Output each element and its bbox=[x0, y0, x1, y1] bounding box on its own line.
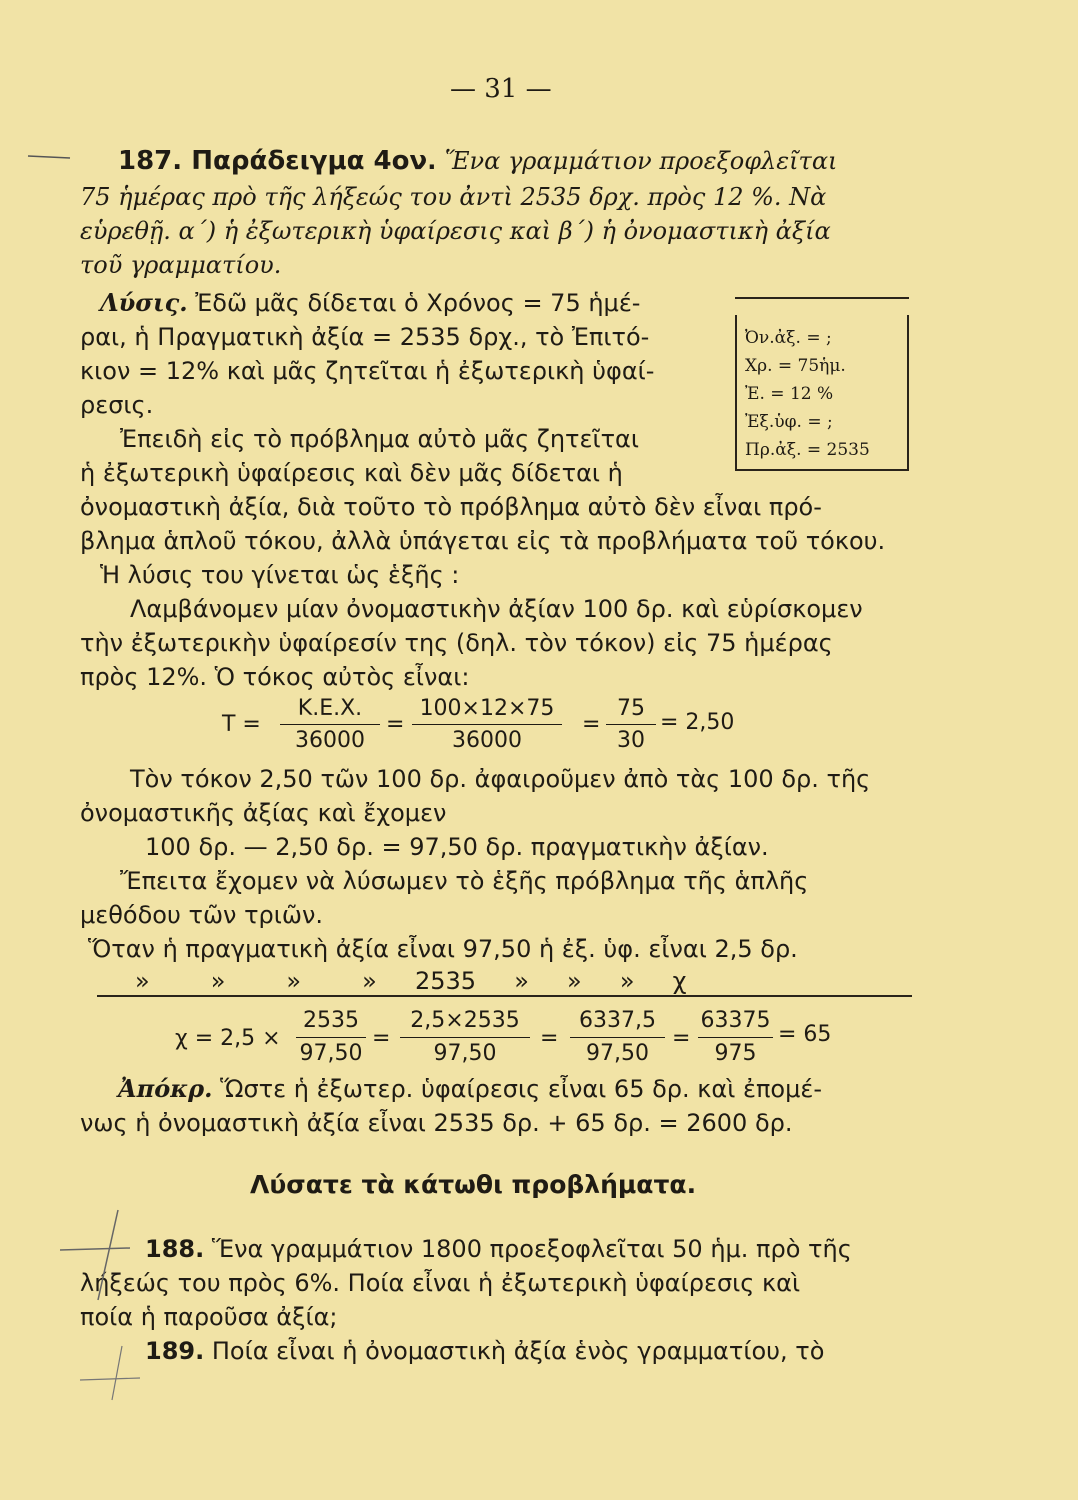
solution-line-2: ραι, ἡ Πραγματικὴ ἀξία = 2535 δρχ., τὸ Ἐπιτό- bbox=[80, 323, 650, 351]
f2-eq3: = bbox=[672, 1026, 691, 1051]
example-title: Παράδειγμα 4ον bbox=[191, 146, 428, 176]
f2-frac1-num: 2535 bbox=[303, 1008, 359, 1033]
after-line-6: Ὅταν ἡ πραγματικὴ ἀξία εἶναι 97,50 ἡ ἐξ. ὑφ. εἶναι 2,5 δρ. bbox=[88, 935, 798, 963]
f1-frac2-num: 100×12×75 bbox=[419, 696, 555, 721]
after-line-2: ὀνομαστικῆς ἀξίας καὶ ἔχομεν bbox=[80, 799, 447, 827]
answer-line-2: νως ἡ ὀνομαστικὴ ἀξία εἶναι 2535 δρ. + 65 δρ. = 2600 δρ. bbox=[80, 1109, 793, 1137]
box-row-rate: Ἐ. = 12 % bbox=[745, 384, 834, 404]
answer-text-1: Ὥστε ἡ ἐξωτερ. ὑφαίρεσις εἶναι 65 δρ. καὶ ἐπομέ- bbox=[220, 1075, 822, 1103]
after-line-7: » » » » 2535 » » » χ bbox=[135, 967, 687, 995]
f1-frac1-num: Κ.Ε.Χ. bbox=[297, 696, 363, 721]
solution-line-6: ἡ ἐξωτερικὴ ὑφαίρεσις καὶ δὲν μᾶς δίδεται ἡ bbox=[80, 459, 623, 487]
pencil-cross-v bbox=[98, 1210, 118, 1300]
solution-line-7: ὀνομαστικὴ ἀξία, διὰ τοῦτο τὸ πρόβλημα αὐτὸ δὲν εἶναι πρό- bbox=[80, 493, 822, 521]
solution-line-12: πρὸς 12%. Ὁ τόκος αὐτὸς εἶναι: bbox=[80, 663, 470, 691]
f2-frac4-num: 63375 bbox=[700, 1008, 771, 1033]
f2-frac3-num: 6337,5 bbox=[579, 1008, 656, 1033]
solution-line-5: Ἐπειδὴ εἰς τὸ πρόβλημα αὐτὸ μᾶς ζητεῖται bbox=[120, 425, 639, 453]
f2-frac4-den: 975 bbox=[714, 1041, 757, 1066]
box-row-time: Χρ. = 75ἡμ. bbox=[745, 356, 846, 376]
solution-line-3: κιον = 12% καὶ μᾶς ζητεῖται ἡ ἐξωτερικὴ ὑφαί- bbox=[80, 357, 655, 385]
f2-result: = 65 bbox=[778, 1022, 832, 1047]
solution-line-10: Λαμβάνομεν μίαν ὀνομαστικὴν ἀξίαν 100 δρ. καὶ εὑρίσκομεν bbox=[130, 595, 863, 623]
box-row-present: Πρ.ἀξ. = 2535 bbox=[745, 440, 870, 460]
problem-188-number: 188. bbox=[145, 1235, 205, 1263]
f2-frac3-den: 97,50 bbox=[586, 1041, 649, 1066]
pencil-cross2-h bbox=[80, 1378, 140, 1380]
example-statement-3: εὑρεθῇ. α΄) ἡ ἐξωτερικὴ ὑφαίρεσις καὶ β΄) ἡ ὀνομαστικὴ ἀξία bbox=[80, 217, 831, 245]
problem-189-text-1: Ποία εἶναι ἡ ὀνομαστικὴ ἀξία ἑνὸς γραμματίου, τὸ bbox=[211, 1337, 825, 1365]
solution-label: Λύσις. bbox=[100, 288, 188, 317]
after-line-3: 100 δρ. — 2,50 δρ. = 97,50 δρ. πραγματικὴν ἀξίαν. bbox=[145, 833, 769, 861]
f1-eq2: = bbox=[582, 712, 601, 737]
box-row-nominal: Ὀν.ἀξ. = ; bbox=[745, 328, 832, 348]
example-number: 187 bbox=[118, 146, 173, 176]
f2-frac2-num: 2,5×2535 bbox=[410, 1008, 520, 1033]
problem-188-line-3: ποία ἡ παροῦσα ἀξία; bbox=[80, 1303, 338, 1331]
f2-eq2: = bbox=[540, 1026, 559, 1051]
pencil-cross2-v bbox=[112, 1346, 122, 1400]
section-heading: Λύσατε τὰ κάτωθι προβλήματα. bbox=[250, 1170, 697, 1199]
example-statement-4: τοῦ γραμματίου. bbox=[80, 251, 282, 279]
pencil-dash-top bbox=[28, 156, 70, 158]
f1-frac2-den: 36000 bbox=[452, 728, 522, 753]
f2-frac1-den: 97,50 bbox=[299, 1041, 363, 1066]
solution-line-11: τὴν ἐξωτερικὴν ὑφαίρεσίν της (δηλ. τὸν τόκον) εἰς 75 ἡμέρας bbox=[80, 629, 833, 657]
after-line-4: Ἔπειτα ἔχομεν νὰ λύσωμεν τὸ ἑξῆς πρόβλημα τῆς ἁπλῆς bbox=[120, 867, 809, 895]
example-statement-1: Ἕνα γραμμάτιον προεξοφλεῖται bbox=[444, 147, 838, 175]
problem-188-line-2: λήξεώς του πρὸς 6%. Ποία εἶναι ἡ ἐξωτερικὴ ὑφαίρεσις καὶ bbox=[80, 1269, 801, 1297]
f1-frac3-num: 75 bbox=[617, 696, 645, 721]
f2-lhs: χ = 2,5 × bbox=[175, 1026, 281, 1051]
example-heading: 187. Παράδειγμα 4ον. Ἕνα γραμμάτιον προεξοφλεῖται bbox=[118, 146, 838, 176]
solution-line-8: βλημα ἁπλοῦ τόκου, ἀλλὰ ὑπάγεται εἰς τὰ προβλήματα τοῦ τόκου. bbox=[80, 527, 886, 555]
box-row-discount: Ἐξ.ὑφ. = ; bbox=[745, 412, 833, 432]
f2-eq1: = bbox=[372, 1026, 391, 1051]
f1-eq1: = bbox=[386, 712, 405, 737]
solution-line-4: ρεσις. bbox=[80, 391, 154, 419]
f1-lhs: Τ = bbox=[222, 712, 261, 737]
f1-frac3-den: 30 bbox=[617, 728, 645, 753]
solution-line-9: Ἡ λύσις του γίνεται ὡς ἑξῆς : bbox=[100, 561, 460, 589]
after-line-1: Τὸν τόκον 2,50 τῶν 100 δρ. ἀφαιροῦμεν ἀπὸ τὰς 100 δρ. τῆς bbox=[130, 765, 871, 793]
pencil-cross-h bbox=[60, 1248, 130, 1250]
solution-text-1: Ἐδῶ μᾶς δίδεται ὁ Χρόνος = 75 ἡμέ- bbox=[195, 289, 641, 317]
answer-label: Ἀπόκρ. bbox=[118, 1074, 213, 1103]
page-number: — 31 — bbox=[450, 74, 552, 104]
f2-frac2-den: 97,50 bbox=[433, 1041, 497, 1066]
problem-189-number: 189. bbox=[145, 1337, 205, 1365]
example-statement-2: 75 ἡμέρας πρὸ τῆς λήξεώς του ἀντὶ 2535 δρχ. πρὸς 12 %. Νὰ bbox=[80, 183, 827, 211]
f1-frac1-den: 36000 bbox=[295, 728, 365, 753]
after-line-5: μεθόδου τῶν τριῶν. bbox=[80, 901, 324, 929]
problem-188-text-1: Ἕνα γραμμάτιον 1800 προεξοφλεῖται 50 ἡμ. πρὸ τῆς bbox=[211, 1235, 852, 1263]
f1-result: = 2,50 bbox=[660, 710, 735, 735]
